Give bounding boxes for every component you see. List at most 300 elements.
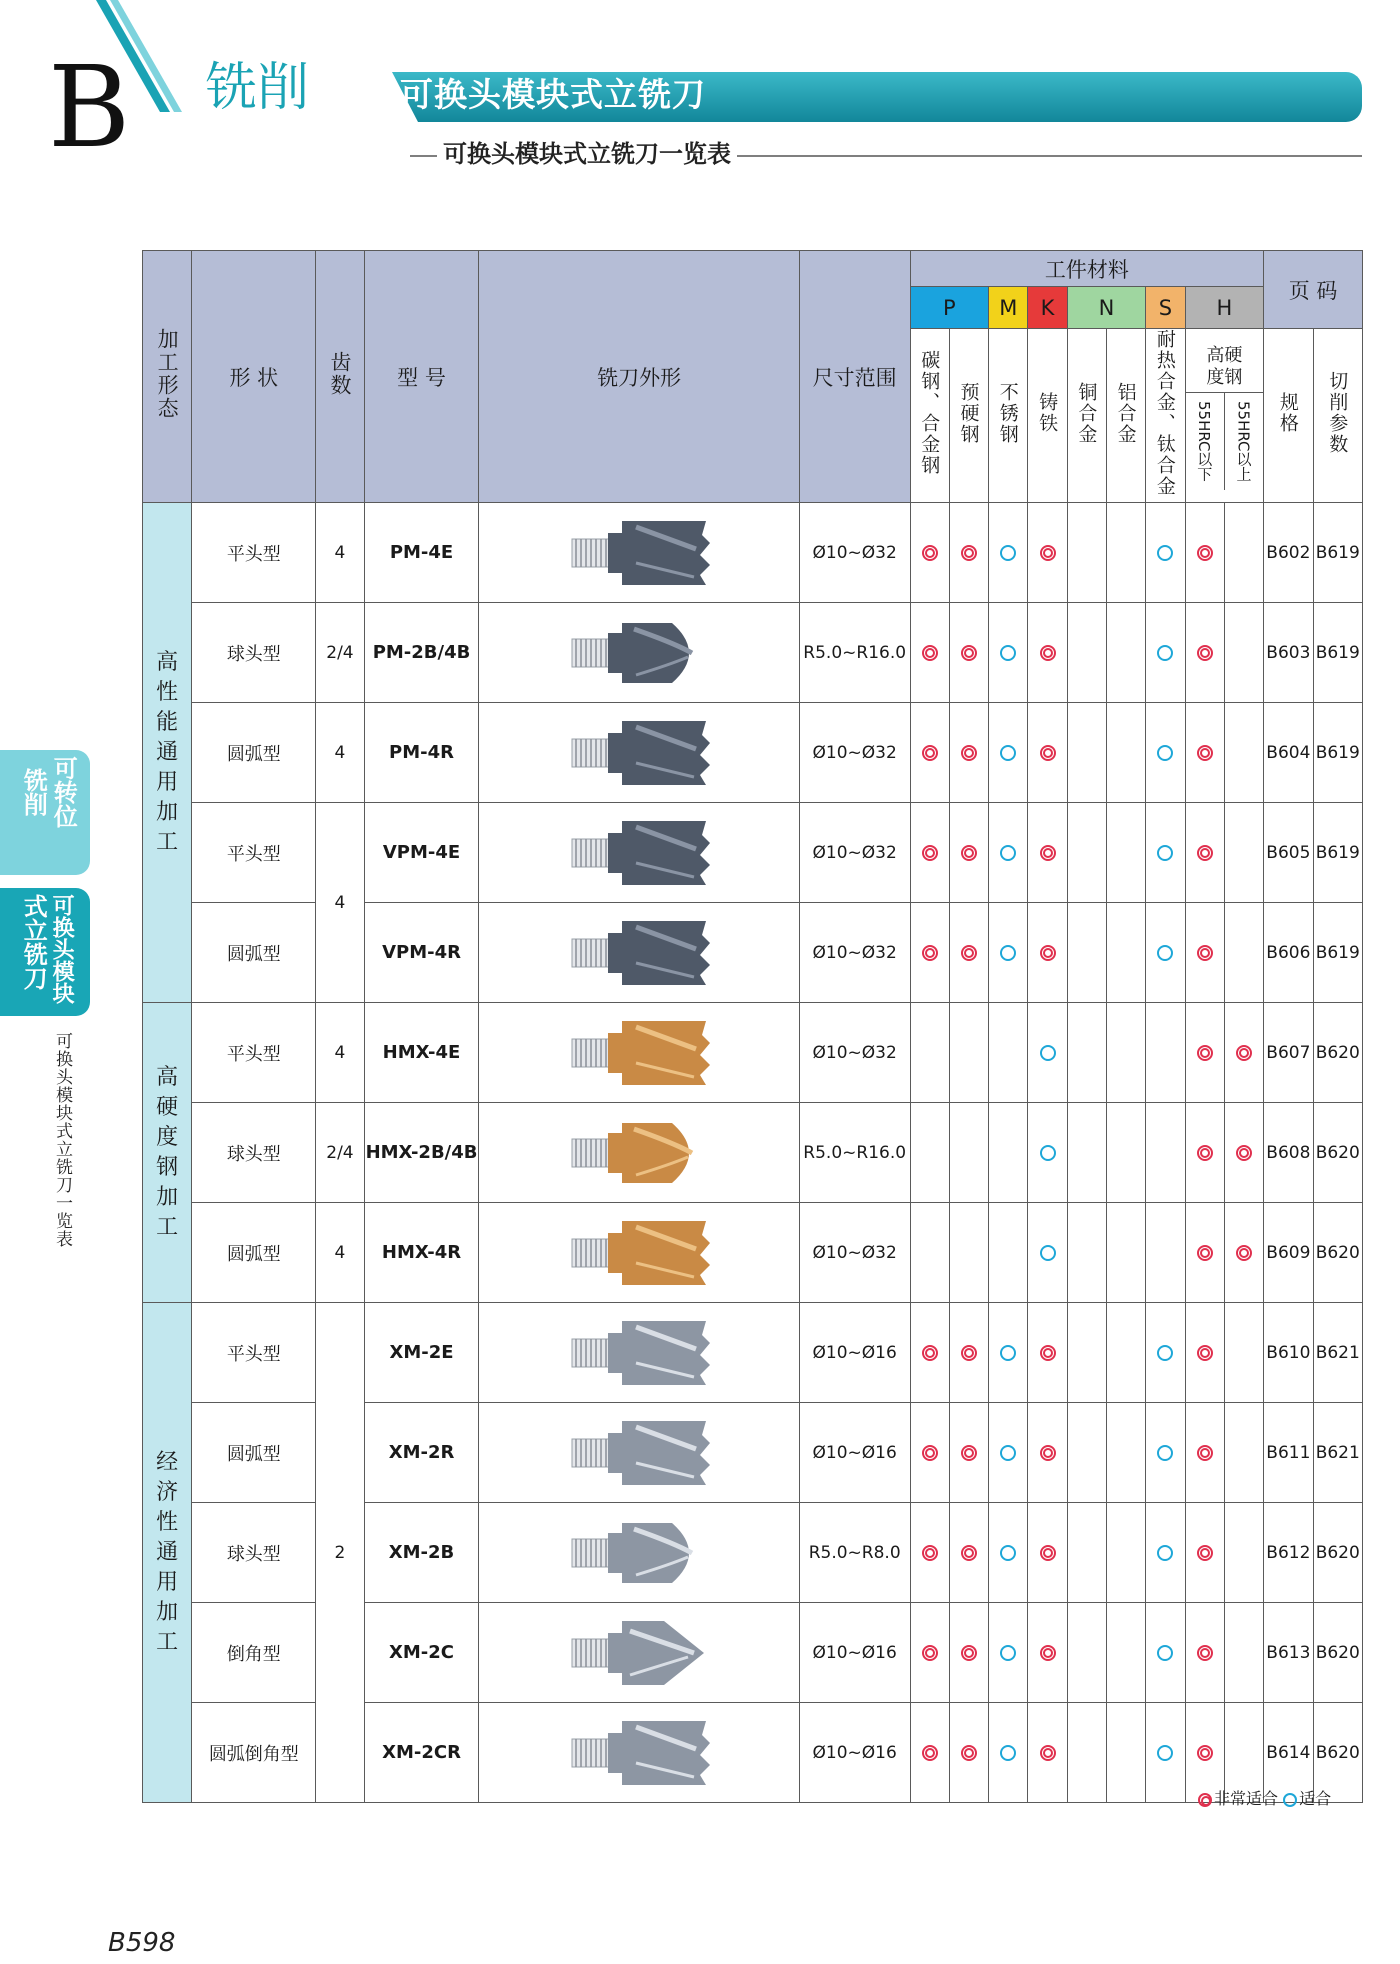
teeth-cell: 4 <box>316 803 364 1003</box>
suitability-cell <box>949 703 988 803</box>
very-suitable-icon <box>961 545 977 561</box>
suitability-cell <box>1028 1703 1067 1803</box>
page-number: B598 <box>108 1928 176 1958</box>
suitability-cell <box>910 803 949 903</box>
suitability-cell <box>949 1403 988 1503</box>
tool-image <box>564 1113 714 1193</box>
page-subtitle: 可换头模块式立铣刀一览表 <box>437 142 737 166</box>
suitability-cell <box>910 1603 949 1703</box>
suitability-cell <box>1028 1603 1067 1703</box>
appearance-cell <box>479 803 799 903</box>
very-suitable-icon <box>922 1345 938 1361</box>
suitability-cell <box>1185 503 1224 603</box>
cutting-page-cell: B619 <box>1313 503 1362 603</box>
suitability-cell <box>910 1703 949 1803</box>
suitability-cell <box>949 1203 988 1303</box>
teeth-cell: 4 <box>316 1003 364 1103</box>
shape-cell: 圆弧型 <box>192 903 316 1003</box>
very-suitable-icon <box>1040 1745 1056 1761</box>
suitability-cell <box>1106 1303 1145 1403</box>
appearance-cell <box>479 903 799 1003</box>
suitability-cell <box>949 1703 988 1803</box>
suitable-icon <box>1157 1345 1173 1361</box>
cutting-page-cell: B620 <box>1313 1503 1362 1603</box>
model-cell: XM-2C <box>364 1603 479 1703</box>
suitability-cell <box>910 703 949 803</box>
very-suitable-icon <box>1236 1245 1252 1261</box>
size-cell: Ø10~Ø32 <box>799 903 910 1003</box>
cutting-page-cell: B620 <box>1313 1003 1362 1103</box>
tool-image <box>564 1413 714 1493</box>
suitable-icon <box>1000 1645 1016 1661</box>
very-suitable-icon <box>1040 1645 1056 1661</box>
suitability-cell <box>1067 703 1106 803</box>
material-header-hardened: 高硬度钢 55HRC以下 55HRC以上 <box>1185 329 1264 503</box>
model-cell: XM-2E <box>364 1303 479 1403</box>
suitability-cell <box>1224 903 1263 1003</box>
size-cell: Ø10~Ø32 <box>799 1203 910 1303</box>
section-label: 高硬度钢加工 <box>143 1003 192 1303</box>
tool-image <box>564 913 714 993</box>
suitability-cell <box>910 1303 949 1403</box>
appearance-cell <box>479 1003 799 1103</box>
very-suitable-icon <box>961 1645 977 1661</box>
very-suitable-icon <box>922 1645 938 1661</box>
cutting-page-cell: B621 <box>1313 1303 1362 1403</box>
suitable-icon <box>1157 545 1173 561</box>
tool-image <box>564 1013 714 1093</box>
model-cell: PM-4E <box>364 503 479 603</box>
very-suitable-icon <box>1236 1145 1252 1161</box>
suitability-cell <box>1146 903 1185 1003</box>
side-tab-modular[interactable] <box>0 888 90 1016</box>
header-teeth: 齿数 <box>316 251 364 503</box>
very-suitable-icon <box>1197 1345 1213 1361</box>
suitability-cell <box>1146 1203 1185 1303</box>
spec-page-cell: B607 <box>1264 1003 1313 1103</box>
suitability-cell <box>1185 1203 1224 1303</box>
suitability-cell <box>1185 1303 1224 1403</box>
appearance-cell <box>479 1603 799 1703</box>
spec-page-cell: B605 <box>1264 803 1313 903</box>
suitability-cell <box>1067 1603 1106 1703</box>
legend <box>1198 1786 1331 1809</box>
teeth-cell: 2/4 <box>316 1103 364 1203</box>
side-tab-label-c: 式立铣刀 <box>19 894 48 990</box>
very-suitable-icon <box>961 1345 977 1361</box>
suitability-cell <box>949 1003 988 1103</box>
legend-double-label: 非常适合 <box>1214 1789 1279 1808</box>
appearance-cell <box>479 1203 799 1303</box>
suitability-cell <box>989 1403 1028 1503</box>
suitability-cell <box>949 903 988 1003</box>
tool-table <box>142 250 1363 1803</box>
suitability-cell <box>1185 1503 1224 1603</box>
suitability-cell <box>1067 1203 1106 1303</box>
model-cell: PM-4R <box>364 703 479 803</box>
very-suitable-icon <box>961 945 977 961</box>
suitability-cell <box>1224 1203 1263 1303</box>
material-header: 碳钢、合金钢 <box>910 329 949 503</box>
suitability-cell <box>989 503 1028 603</box>
very-suitable-icon <box>1197 745 1213 761</box>
very-suitable-icon <box>1197 645 1213 661</box>
suitability-cell <box>1067 503 1106 603</box>
shape-cell: 圆弧型 <box>192 1203 316 1303</box>
suitability-cell <box>910 1003 949 1103</box>
iso-group-h: H <box>1185 287 1264 329</box>
appearance-cell <box>479 1303 799 1403</box>
very-suitable-icon <box>961 1445 977 1461</box>
tool-image <box>564 513 714 593</box>
very-suitable-icon <box>1040 745 1056 761</box>
very-suitable-icon <box>922 1445 938 1461</box>
side-tab-label-b: 可转位 <box>49 756 78 828</box>
suitability-cell <box>1106 1403 1145 1503</box>
very-suitable-icon <box>1040 645 1056 661</box>
suitability-cell <box>1185 1403 1224 1503</box>
suitability-cell <box>1067 1003 1106 1103</box>
very-suitable-icon <box>1040 1345 1056 1361</box>
suitability-cell <box>1146 1103 1185 1203</box>
suitability-cell <box>910 1103 949 1203</box>
suitability-cell <box>1106 1703 1145 1803</box>
very-suitable-icon <box>961 845 977 861</box>
very-suitable-icon <box>1040 845 1056 861</box>
suitability-cell <box>989 1003 1028 1103</box>
suitability-cell <box>1028 1003 1067 1103</box>
tool-image <box>564 1313 714 1393</box>
header-model: 型 号 <box>364 251 479 503</box>
very-suitable-icon <box>1197 1545 1213 1561</box>
suitability-cell <box>949 803 988 903</box>
suitable-icon <box>1157 945 1173 961</box>
header-shape: 形 状 <box>192 251 316 503</box>
suitability-cell <box>949 1303 988 1403</box>
table-row <box>143 803 1363 903</box>
suitability-cell <box>1224 703 1263 803</box>
suitability-cell <box>1224 803 1263 903</box>
appearance-cell <box>479 1103 799 1203</box>
very-suitable-icon <box>961 645 977 661</box>
side-tab-label-a: 铣削 <box>19 768 48 816</box>
shape-cell: 球头型 <box>192 1103 316 1203</box>
model-cell: XM-2R <box>364 1403 479 1503</box>
cutting-page-cell: B621 <box>1313 1403 1362 1503</box>
side-section-label: 可换头模块式立铣刀一览表 <box>52 1032 72 1248</box>
suitability-cell <box>949 503 988 603</box>
spec-page-cell: B614 <box>1264 1703 1313 1803</box>
appearance-cell <box>479 603 799 703</box>
suitability-cell <box>1146 1703 1185 1803</box>
size-cell: Ø10~Ø16 <box>799 1603 910 1703</box>
suitability-cell <box>1106 1603 1145 1703</box>
spec-page-cell: B602 <box>1264 503 1313 603</box>
suitability-cell <box>989 703 1028 803</box>
suitable-icon <box>1157 1545 1173 1561</box>
suitability-cell <box>1185 1003 1224 1103</box>
very-suitable-icon <box>1197 1645 1213 1661</box>
suitability-cell <box>1224 1003 1263 1103</box>
material-header: 不锈钢 <box>989 329 1028 503</box>
suitability-cell <box>1067 1703 1106 1803</box>
appearance-cell <box>479 1703 799 1803</box>
model-cell: HMX-4E <box>364 1003 479 1103</box>
tool-image <box>564 1613 714 1693</box>
suitable-icon <box>1000 1445 1016 1461</box>
suitability-cell <box>1028 803 1067 903</box>
suitability-cell <box>1185 903 1224 1003</box>
suitability-cell <box>1146 503 1185 603</box>
very-suitable-icon <box>1040 1445 1056 1461</box>
suitability-cell <box>1146 803 1185 903</box>
suitability-cell <box>989 1603 1028 1703</box>
material-header: 耐热合金、钛合金 <box>1146 329 1185 503</box>
suitability-cell <box>989 903 1028 1003</box>
table-row <box>143 503 1363 603</box>
very-suitable-icon <box>961 745 977 761</box>
suitability-cell <box>1106 1203 1145 1303</box>
table-row <box>143 1303 1363 1403</box>
model-cell: HMX-4R <box>364 1203 479 1303</box>
suitability-cell <box>1028 903 1067 1003</box>
size-cell: Ø10~Ø32 <box>799 1003 910 1103</box>
very-suitable-icon <box>961 1545 977 1561</box>
model-cell: VPM-4E <box>364 803 479 903</box>
material-header: 铝合金 <box>1106 329 1145 503</box>
table-row <box>143 603 1363 703</box>
suitable-icon <box>1000 1745 1016 1761</box>
tool-image <box>564 1513 714 1593</box>
suitability-cell <box>1146 703 1185 803</box>
suitability-cell <box>1146 1403 1185 1503</box>
very-suitable-icon <box>1197 845 1213 861</box>
model-cell: XM-2B <box>364 1503 479 1603</box>
shape-cell: 平头型 <box>192 1003 316 1103</box>
shape-cell: 圆弧型 <box>192 703 316 803</box>
teeth-cell: 2 <box>316 1303 364 1803</box>
header-material: 工件材料 <box>910 251 1264 287</box>
shape-cell: 球头型 <box>192 603 316 703</box>
suitability-cell <box>910 903 949 1003</box>
header-spec: 规格 <box>1264 329 1313 503</box>
suitability-cell <box>1224 1103 1263 1203</box>
suitability-cell <box>949 1503 988 1603</box>
suitability-cell <box>1028 1403 1067 1503</box>
suitability-cell <box>1106 1003 1145 1103</box>
spec-page-cell: B609 <box>1264 1203 1313 1303</box>
suitable-icon <box>1157 645 1173 661</box>
size-cell: R5.0~R8.0 <box>799 1503 910 1603</box>
header-appearance: 铣刀外形 <box>479 251 799 503</box>
iso-group-m: M <box>989 287 1028 329</box>
table-row <box>143 703 1363 803</box>
cutting-page-cell: B619 <box>1313 803 1362 903</box>
suitability-cell <box>1067 1103 1106 1203</box>
appearance-cell <box>479 703 799 803</box>
suitability-cell <box>989 1503 1028 1603</box>
very-suitable-icon <box>1197 1245 1213 1261</box>
suitability-cell <box>949 603 988 703</box>
suitability-cell <box>1028 503 1067 603</box>
suitability-cell <box>1146 1303 1185 1403</box>
suitability-cell <box>1067 1403 1106 1503</box>
size-cell: Ø10~Ø32 <box>799 803 910 903</box>
material-header: 预硬钢 <box>949 329 988 503</box>
tool-image <box>564 613 714 693</box>
suitable-icon <box>1000 745 1016 761</box>
suitability-cell <box>1067 903 1106 1003</box>
very-suitable-icon <box>1197 1145 1213 1161</box>
suitability-cell <box>1028 1303 1067 1403</box>
shape-cell: 圆弧型 <box>192 1403 316 1503</box>
suitability-cell <box>1106 1503 1145 1603</box>
suitability-cell <box>1067 803 1106 903</box>
very-suitable-icon <box>922 645 938 661</box>
section-label: 经济性通用加工 <box>143 1303 192 1803</box>
teeth-cell: 4 <box>316 703 364 803</box>
suitability-cell <box>1106 903 1145 1003</box>
suitable-icon <box>1040 1145 1056 1161</box>
shape-cell: 平头型 <box>192 503 316 603</box>
size-cell: Ø10~Ø16 <box>799 1403 910 1503</box>
iso-group-k: K <box>1028 287 1067 329</box>
material-sub-above55: 55HRC以上 <box>1234 400 1253 482</box>
suitability-cell <box>989 1303 1028 1403</box>
teeth-cell: 4 <box>316 1203 364 1303</box>
cutting-page-cell: B620 <box>1313 1603 1362 1703</box>
size-cell: Ø10~Ø32 <box>799 703 910 803</box>
side-tab-label-d: 可换头模块 <box>49 894 75 1004</box>
suitability-cell <box>1185 803 1224 903</box>
suitable-icon <box>1157 845 1173 861</box>
size-cell: Ø10~Ø16 <box>799 1303 910 1403</box>
very-suitable-icon <box>922 945 938 961</box>
suitability-cell <box>910 1503 949 1603</box>
spec-page-cell: B612 <box>1264 1503 1313 1603</box>
teeth-cell: 4 <box>316 503 364 603</box>
suitability-cell <box>1028 603 1067 703</box>
very-suitable-icon <box>922 845 938 861</box>
tool-image <box>564 813 714 893</box>
suitable-icon <box>1040 1245 1056 1261</box>
model-cell: PM-2B/4B <box>364 603 479 703</box>
suitability-cell <box>1146 1503 1185 1603</box>
suitability-cell <box>1224 603 1263 703</box>
header-process: 加工形态 <box>143 251 192 503</box>
suitable-icon <box>1157 745 1173 761</box>
very-suitable-icon <box>922 745 938 761</box>
appearance-cell <box>479 1503 799 1603</box>
suitability-cell <box>1106 503 1145 603</box>
suitability-cell <box>910 1403 949 1503</box>
tool-image <box>564 1213 714 1293</box>
suitability-cell <box>989 803 1028 903</box>
very-suitable-icon <box>1040 945 1056 961</box>
size-cell: Ø10~Ø32 <box>799 503 910 603</box>
tool-image <box>564 713 714 793</box>
suitability-cell <box>1028 703 1067 803</box>
suitable-icon <box>1000 645 1016 661</box>
suitability-cell <box>1224 1503 1263 1603</box>
legend-single-label: 适合 <box>1299 1789 1332 1808</box>
material-header: 铸铁 <box>1028 329 1067 503</box>
very-suitable-icon <box>1197 945 1213 961</box>
very-suitable-icon <box>1236 1045 1252 1061</box>
suitability-cell <box>910 503 949 603</box>
spec-page-cell: B606 <box>1264 903 1313 1003</box>
cutting-page-cell: B620 <box>1313 1703 1362 1803</box>
tool-image <box>564 1713 714 1793</box>
suitable-icon <box>1000 945 1016 961</box>
shape-cell: 球头型 <box>192 1503 316 1603</box>
suitability-cell <box>1185 1103 1224 1203</box>
suitability-cell <box>989 1103 1028 1203</box>
cutting-page-cell: B619 <box>1313 903 1362 1003</box>
table-row <box>143 1003 1363 1103</box>
shape-cell: 平头型 <box>192 803 316 903</box>
very-suitable-icon <box>1197 1445 1213 1461</box>
material-header: 铜合金 <box>1067 329 1106 503</box>
suitable-icon <box>1040 1045 1056 1061</box>
suitable-icon <box>1157 1645 1173 1661</box>
suitability-cell <box>1146 603 1185 703</box>
spec-page-cell: B613 <box>1264 1603 1313 1703</box>
appearance-cell <box>479 503 799 603</box>
section-label: 高性能通用加工 <box>143 503 192 1003</box>
cutting-page-cell: B619 <box>1313 703 1362 803</box>
suitability-cell <box>949 1603 988 1703</box>
spec-page-cell: B608 <box>1264 1103 1313 1203</box>
suitability-cell <box>1185 603 1224 703</box>
suitability-cell <box>949 1103 988 1203</box>
suitability-cell <box>1224 1403 1263 1503</box>
suitability-cell <box>989 1703 1028 1803</box>
chapter-title: 铣削 <box>205 58 310 118</box>
suitability-cell <box>1028 1103 1067 1203</box>
iso-group-s: S <box>1146 287 1185 329</box>
model-cell: HMX-2B/4B <box>364 1103 479 1203</box>
suitability-cell <box>1224 1303 1263 1403</box>
spec-page-cell: B604 <box>1264 703 1313 803</box>
table-row <box>143 1103 1363 1203</box>
very-suitable-icon <box>961 1745 977 1761</box>
shape-cell: 倒角型 <box>192 1603 316 1703</box>
side-tab-indexable[interactable] <box>0 750 90 875</box>
suitability-cell <box>1067 603 1106 703</box>
spec-page-cell: B611 <box>1264 1403 1313 1503</box>
suitable-icon <box>1000 545 1016 561</box>
spec-page-cell: B610 <box>1264 1303 1313 1403</box>
suitability-cell <box>910 1203 949 1303</box>
suitable-icon <box>1000 1545 1016 1561</box>
very-suitable-icon <box>1040 545 1056 561</box>
suitability-cell <box>989 603 1028 703</box>
suitability-cell <box>910 603 949 703</box>
very-suitable-icon <box>922 545 938 561</box>
suitability-cell <box>1224 503 1263 603</box>
shape-cell: 圆弧倒角型 <box>192 1703 316 1803</box>
suitable-icon <box>1157 1745 1173 1761</box>
teeth-cell: 2/4 <box>316 603 364 703</box>
suitability-cell <box>1146 1003 1185 1103</box>
suitability-cell <box>1106 603 1145 703</box>
shape-cell: 平头型 <box>192 1303 316 1403</box>
header-size: 尺寸范围 <box>799 251 910 503</box>
suitability-cell <box>1028 1503 1067 1603</box>
suitability-cell <box>1106 1103 1145 1203</box>
cutting-page-cell: B620 <box>1313 1103 1362 1203</box>
